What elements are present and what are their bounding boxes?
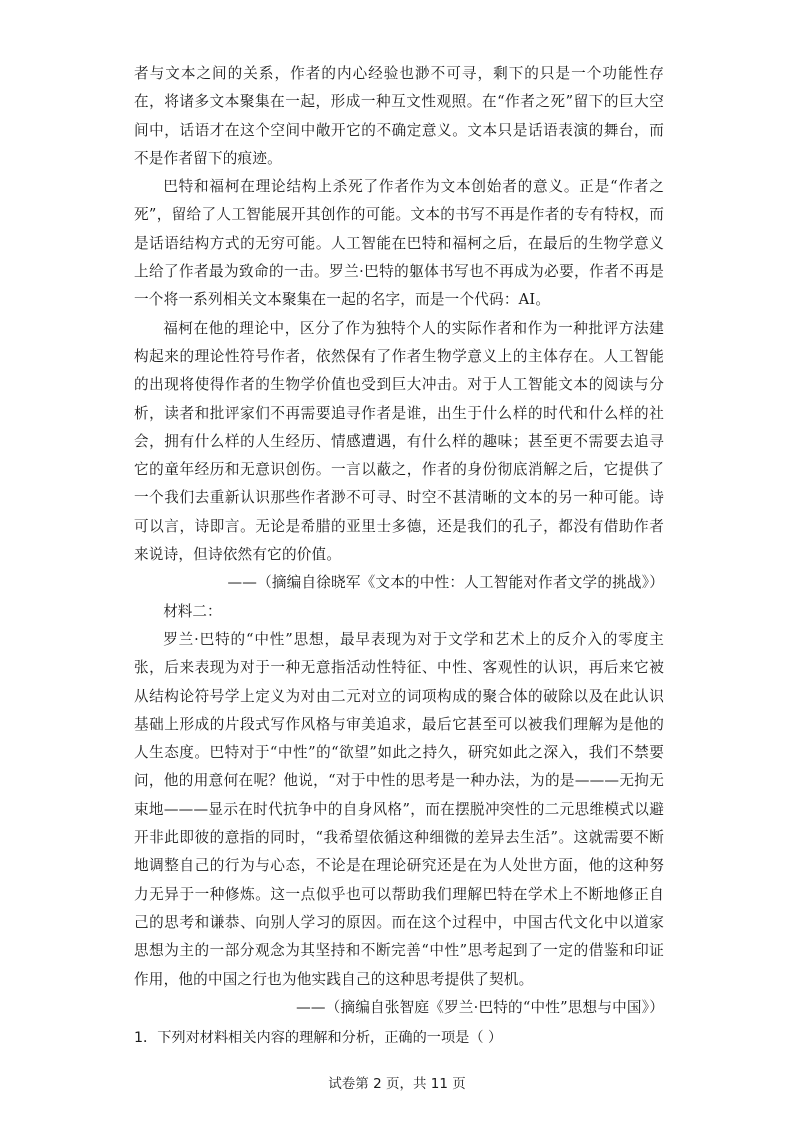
- paragraph-continuation: 者与文本之间的关系，作者的内心经验也渺不可寻，剩下的只是一个功能性存在，将诸多文本聚集在一起，形成一种互文性观照。在“作者之死”留下的巨大空间中，话语才在这个空间中敞开它的不确定意义。文本只是话语表演的舞台，而不是作者留下的痕迹。: [134, 65, 664, 167]
- paragraph-barthes-foucault: 巴特和福柯在理论结构上杀死了作者作为文本创始者的意义。正是“作者之死”，留给了人工智能展开其创作的可能。文本的书写不再是作者的专有特权，而是话语结构方式的无穷可能。人工智能在巴特和福柯之后，在最后的生物学意义上给了作者最为致命的一击。罗兰·巴特的躯体书写也不再成为必要，作者不再是一个将一系列相关文本聚集在一起的名字，而是一个代码：AI。: [134, 178, 664, 309]
- question-1: 1．下列对材料相关内容的理解和分析，正确的一项是（ ）: [134, 1030, 503, 1047]
- document-body: [134, 60, 664, 1052]
- paragraph-foucault-theory: 福柯在他的理论中，区分了作为独特个人的实际作者和作为一种批评方法建构起来的理论性符号作者，依然保有了作者生物学意义上的主体存在。人工智能的出现将使得作者的生物学价值也受到巨大冲击。对于人工智能文本的阅读与分析，读者和批评家们不再需要追寻作者是谁，出生于什么样的时代和什么样的社会，拥有什么样的人生经历、情感遭遇，有什么样的趣味；甚至更不需要去追寻它的童年经历和无意识创伤。一言以蔽之，作者的身份彻底消解之后，它提供了一个我们去重新认识那些作者渺不可寻、时空不甚清晰的文本的另一种可能。诗可以言，诗即言。无论是希腊的亚里士多德，还是我们的孔子，都没有借助作者来说诗，但诗依然有它的价值。: [134, 319, 664, 564]
- material-2-heading: 材料二：: [163, 602, 222, 620]
- source-citation-2: ——（摘编自张智庭《罗兰·巴特的“中性”思想与中国》）: [296, 998, 664, 1016]
- page-footer: 试卷第 2 页，共 11 页: [328, 1076, 466, 1092]
- paragraph-neutral-thought: 罗兰·巴特的“中性”思想，最早表现为对于文学和艺术上的反介入的零度主张，后来表现为对于一种无意指活动性特征、中性、客观性的认识，再后来它被从结构论符号学上定义为对由二元对立的词项构成的聚合体的破除以及在此认识基础上形成的片段式写作风格与审美追求，最后它甚至可以被我们理解为是他的人生态度。巴特对于“中性”的“欲望”如此之持久，研究如此之深入，我们不禁要问，他的用意何在呢？他说，“对于中性的思考是一种办法，为的是———无拘无束地———显示在时代抗争中的自身风格”，而在摆脱冲突性的二元思维模式以避开非此即彼的意指的同时，“我希望依循这种细微的差异去生活”。这就需要不断地调整自己的行为与心态，不论是在理论研究还是在为人处世方面，他的这种努力无异于一种修炼。这一点似乎也可以帮助我们理解巴特在学术上不断地修正自己的思考和谦恭、向别人学习的原因。而在这个过程中，中国古代文化中以道家思想为主的一部分观念为其坚持和不断完善“中性”思考起到了一定的借鉴和印证作用，他的中国之行也为他实践自己的这种思考提供了契机。: [134, 630, 664, 988]
- source-citation-1: ——（摘编自徐晓军《文本的中性：人工智能对作者文学的挑战》）: [227, 574, 664, 592]
